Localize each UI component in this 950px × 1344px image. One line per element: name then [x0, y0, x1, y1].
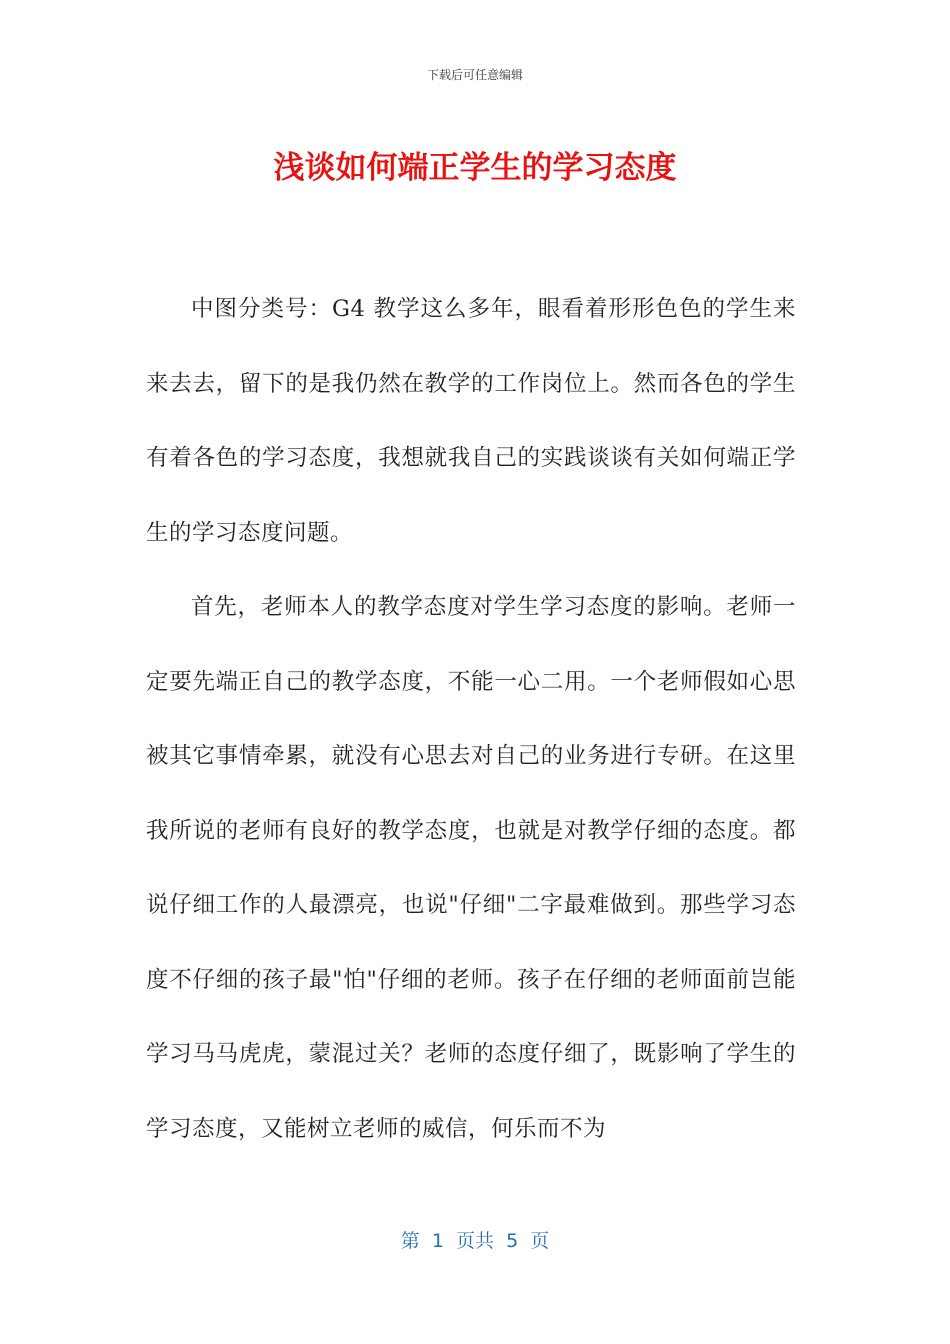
page-number-footer: 第 1 页共 5 页 — [400, 1230, 550, 1252]
paragraph-2: 首先，老师本人的教学态度对学生学习态度的影响。老师一定要先端正自己的教学态度，不能一心二用。一个老师假如心思被其它事情牵累，就没有心思去对自己的业务进行专研。在这里我所说的老师有良好的教学态度，也就是对教学仔细的态度。都说仔细工作的人最漂亮，也说"仔细"二字最难做到。那些学习态度不仔细的孩子最"怕"仔细的老师。孩子在仔细的老师面前岂能学习马马虎虎，蒙混过关？老师的态度仔细了，既影响了学生的学习态度，又能树立老师的威信，何乐而不为 — [146, 594, 796, 1142]
paragraph-1: 中图分类号：G4 教学这么多年，眼看着形形色色的学生来来去去，留下的是我仍然在教学的工作岗位上。然而各色的学生有着各色的学习态度，我想就我自己的实践谈谈有关如何端正学生的学习态度问题。 — [146, 296, 796, 546]
header-note: 下载后可任意编辑 — [426, 68, 523, 82]
document-title: 浅谈如何端正学生的学习态度 — [273, 150, 677, 186]
document-body — [146, 272, 796, 1166]
